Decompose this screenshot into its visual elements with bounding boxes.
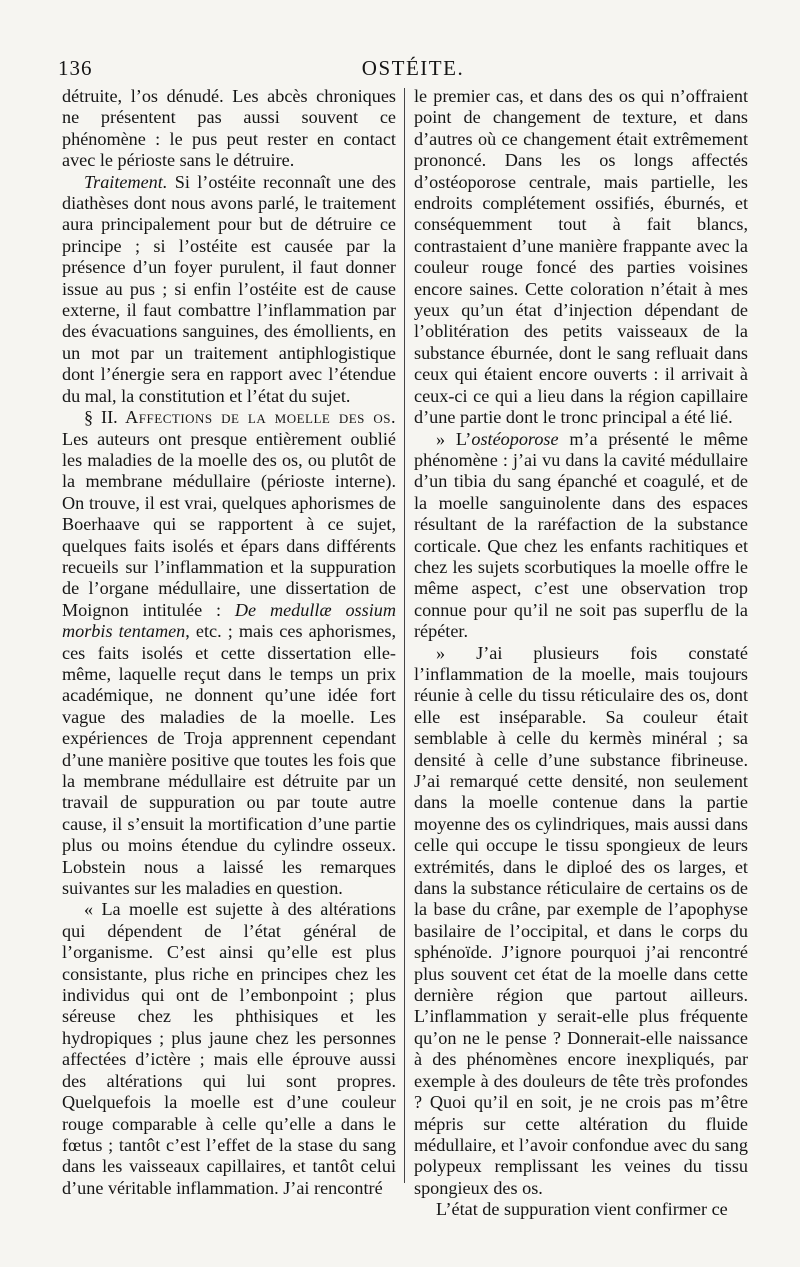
right-column bbox=[414, 86, 748, 1221]
paragraph-suppuration: L’état de suppuration vient confirmer ce bbox=[436, 1199, 728, 1220]
term: ostéoporose bbox=[471, 428, 559, 449]
left-column bbox=[62, 86, 396, 1199]
paragraph-section-ii: § II. Affections de la moelle des os. Les auteurs ont presque entièrement oublié les maladies de la moelle des os, ou plutôt de la membrane médullaire (périoste interne). On trouve, il est vrai, quelques aphorismes de Boerhaave qui se rapportent à ce sujet, quelques faits isolés et épars dans différents recueils sur l’inflammation et la suppuration de l’organe médullaire, une dissertation de Moignon intitulée : De medullæ ossium morbis tentamen, etc. ; mais ces aphorismes, ces faits isolés et cette dissertation elle-même, laquelle reçut dans le temps un prix académique, ne donnent qu’une idée fort vague des maladies de la moelle. Les expériences de Troja apprennent cependant d’une manière positive que toutes les fois que la membrane médullaire est détruite par un travail de suppuration ou par toute autre cause, il s’ensuit la mortification d’une partie plus ou moins étendue du cylindre osseux. Lobstein nous a laissé les remarques suivantes sur les maladies en question. bbox=[62, 407, 396, 899]
paragraph-osteoporose: » L’ostéoporose m’a présenté le même phénomène : j’ai vu dans la cavité médullaire d’un tibia du sang épanché et coagulé, et de la moelle sanguinolente dans des espaces résultant de la raréfaction de la substance corticale. Que chez les enfants rachitiques et chez les sujets scorbutiques la moelle offre le même aspect, c’est une observation trop connue pour qu’il ne soit pas superflu de la répéter. bbox=[414, 428, 748, 642]
paragraph-quote: « La moelle est sujette à des altérations qui dépendent de l’état général de l’organisme. C’est ainsi qu’elle est plus consistante, plus riche en principes chez les individus qui ont de l’embonpoint ; plus séreuse chez les phthisiques et les hydropiques ; plus jaune chez les personnes affectées d’ictère ; mais elle éprouve aussi des altérations qui lui sont propres. Quelquefois la moelle est d’une couleur rouge comparable à celle qu’elle a dans le fœtus ; tantôt c’est l’effet de la stase du sang dans les vaisseaux capillaires, et tantôt celui d’une véritable inflammation. J’ai rencontré bbox=[62, 899, 396, 1198]
page-number: 136 bbox=[58, 56, 93, 80]
running-title: OSTÉITE. bbox=[361, 56, 465, 80]
column-divider bbox=[404, 88, 405, 1183]
section-lead: Traitement. bbox=[84, 171, 168, 192]
section-heading: Affections de la moelle des os. bbox=[117, 407, 396, 428]
paragraph-traitement: Traitement. Si l’ostéite reconnaît une des diathèses dont nous avons parlé, le traitement aura principalement pour but de détruire ce principe ; si l’ostéite est causée par la présence d’un foyer purulent, il faut donner issue au pus ; si enfin l’ostéite est de cause externe, il faut combattre l’inflammation par des évacuations sanguines, des émollients, en un mot par un traitement antiphlogistique dont l’énergie sera en rapport avec l’étendue du mal, la constitution et l’état du sujet. bbox=[62, 171, 396, 406]
section-number: § II. bbox=[84, 407, 118, 428]
paragraph-inflammation: » J’ai plusieurs fois constaté l’inflammation de la moelle, mais toujours réunie à celle du tissu réticulaire des os, dont elle est inséparable. Sa couleur était semblable à celle du kermès minéral ; sa densité à celle d’une substance fibrineuse. J’ai remarqué cette densité, non seulement dans la moelle contenue dans la partie moyenne des os cylindriques, mais aussi dans celle qui occupe le tissu spongieux de leurs extrémités, dans le diploé des os larges, et dans la substance réticulaire de certains os de la base du crâne, par exemple de l’apophyse basilaire de l’occipital, et dans le corps du sphénoïde. J’ignore pourquoi j’ai rencontré plus souvent cet état de la moelle dans cette dernière région que partout ailleurs. L’inflammation y serait-elle plus fréquente qu’on ne le pense ? Donnerait-elle naissance à des phénomènes encore inexpliqués, par exemple à des douleurs de tête très profondes ? Quoi qu’il en soit, je ne crois pas m’être mépris sur cette altération du fluide médullaire, et l’avoir confondue avec du sang polypeux remplissant les veines du tissu spongieux des os. bbox=[414, 642, 748, 1198]
paragraph: détruite, l’os dénudé. Les abcès chroniques ne présentent pas aussi souvent ce phénomène : le pus peut rester en contact avec le périoste sans le détruire. bbox=[62, 86, 396, 171]
work-title: De medullæ ossium morbis tentamen bbox=[62, 599, 396, 642]
page-header bbox=[58, 56, 768, 86]
paragraph: le premier cas, et dans des os qui n’offraient point de changement de texture, et dans d’autres où ce changement était extrêmement prononcé. Dans les os longs affectés d’ostéoporose centrale, mais partielle, les endroits complétement ossifiés, éburnés, et conséquemment tout à fait blancs, contrastaient d’une manière frappante avec la couleur rouge foncé des parties voisines encore saines. Cette coloration n’était à mes yeux qu’un état d’injection dépendant de l’oblitération des petits vaisseaux de la substance éburnée, dont le sang refluait dans ceux qui étaient encore ouverts : il arrivait à ceux-ci ce qui a lieu dans la région capillaire d’une partie dont le tronc principal a été lié. bbox=[414, 86, 748, 428]
